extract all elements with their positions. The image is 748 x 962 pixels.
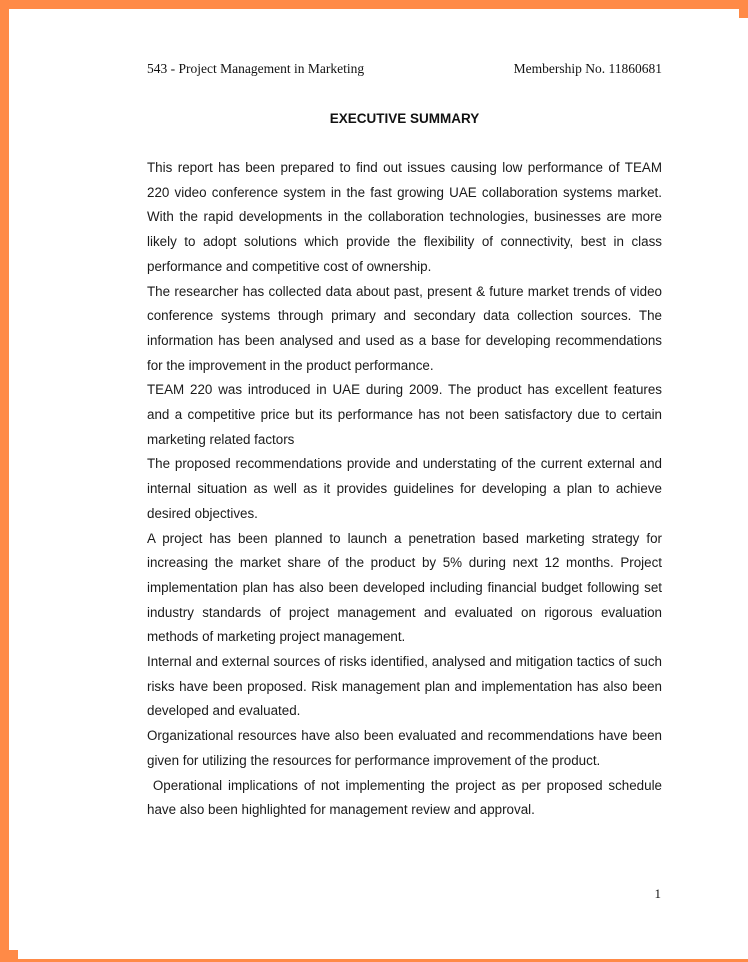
paragraph-product: TEAM 220 was introduced in UAE during 2009. The product has excellent features and a competitive price but its performance has not been satisfactory due to certain marketing related factors (147, 382, 662, 447)
document-page (18, 18, 748, 959)
paragraph-risks: Internal and external sources of risks identified, analysed and mitigation tactics of such risks have been proposed. Risk management plan and implementation has also been developed and evaluated. (147, 654, 662, 719)
header-membership-number: Membership No. 11860681 (513, 61, 662, 76)
paragraph-intro: This report has been prepared to find out issues causing low performance of TEAM 220 video conference system in the fast growing UAE collaboration systems market. With the rapid developments in the collaboration technologies, businesses are more likely to adopt solutions which provide the flexibility of connectivity, best in class performance and competitive cost of ownership. (147, 160, 662, 274)
paragraph-operational: Operational implications of not implementing the project as per proposed schedule have also been highlighted for management review and approval. (147, 777, 666, 818)
paragraph-recommendations: The proposed recommendations provide and understating of the current external and internal situation as well as it provides guidelines for developing a plan to achieve desired objectives. (147, 456, 662, 521)
page-title: EXECUTIVE SUMMARY (329, 111, 480, 126)
paragraph-resources: Organizational resources have also been evaluated and recommendations have been given for utilizing the resources for performance improvement of the product. (147, 728, 662, 768)
summary-body (147, 156, 666, 823)
paragraph-project-plan: A project has been planned to launch a penetration based marketing strategy for increasing the market share of the product by 5% during next 12 months. Project implementation plan has also been developed including financial budget following set industry standards of project management and evaluated on rigorous evaluation methods of marketing project management. (147, 530, 662, 645)
paragraph-research: The researcher has collected data about past, present & future market trends of video conference systems through primary and secondary data collection sources. The information has been analysed and used as a base for developing recommendations for the improvement in the product performance. (147, 283, 662, 373)
page-number: 1 (654, 886, 661, 901)
header-course-title: 543 - Project Management in Marketing (147, 61, 365, 76)
